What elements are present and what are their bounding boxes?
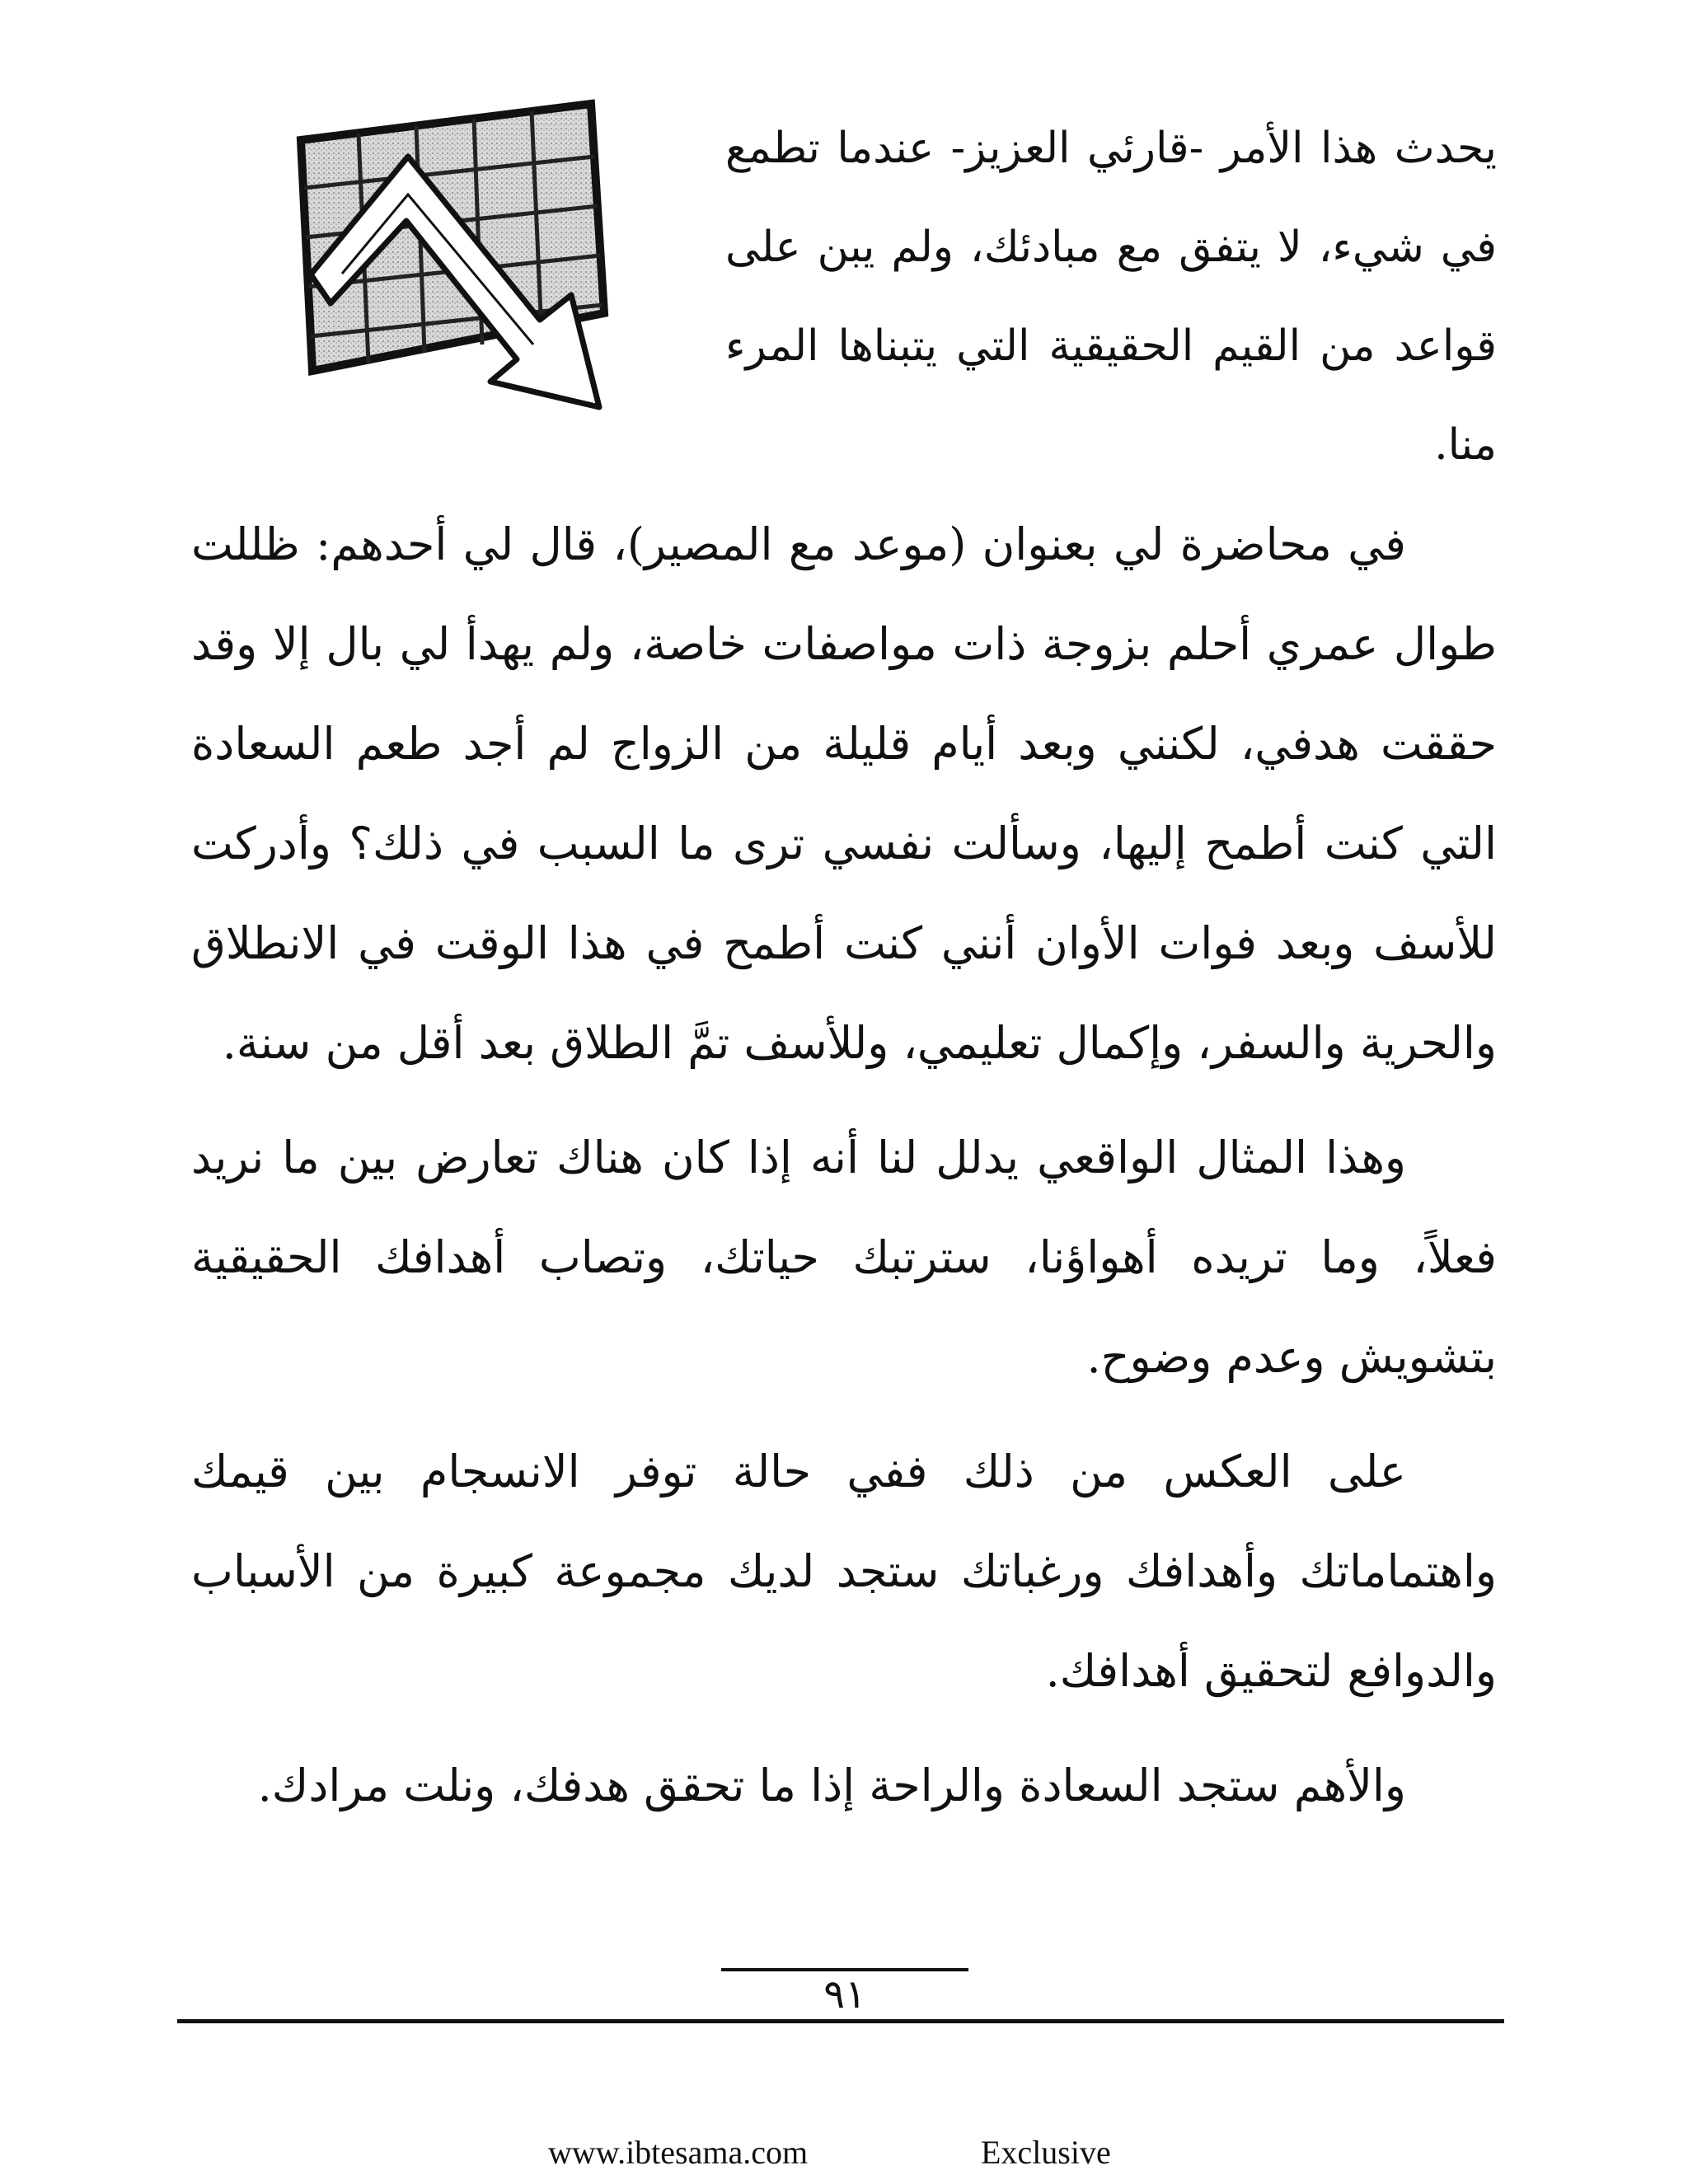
paragraph: على العكس من ذلك ففي حالة توفر الانسجام بين قيمك واهتماماتك وأهدافك ورغباتك ستجد لديك مجموعة كبيرة من الأسباب والدوافع لتحقيق أهدافك. — [191, 1446, 1497, 1697]
page-number-area — [0, 1953, 1688, 2036]
footer-divider — [177, 2019, 1504, 2023]
page-number: ٩١ — [823, 1971, 866, 2018]
intro-paragraph: يحدث هذا الأمر -قارئي العزيز- عندما تطمع في شيء، لا يتفق مع مبادئك، ولم يبن على قواعد من القيم الحقيقية التي يتبناها المرء منا. — [725, 124, 1497, 470]
body-text — [191, 494, 1497, 1850]
footer — [0, 2133, 1688, 2182]
paragraph: وهذا المثال الواقعي يدلل لنا أنه إذا كان هناك تعارض بين ما نريد فعلاً، وما تريده أهواؤنا، سترتبك حياتك، وتصاب أهدافك الحقيقية بتشويش وعدم وضوح. — [191, 1132, 1497, 1383]
paragraph: والأهم ستجد السعادة والراحة إذا ما تحقق هدفك، ونلت مرادك. — [257, 1760, 1406, 1811]
footer-tag: Exclusive — [981, 2134, 1111, 2171]
footer-url: www.ibtesama.com — [548, 2134, 809, 2171]
paragraph: في محاضرة لي بعنوان (موعد مع المصير)، قال لي أحدهم: ظللت طوال عمري أحلم بزوجة ذات مواصفات خاصة، ولم يهدأ لي بال إلا وقد حققت هدفي، لكنني وبعد أيام قليلة من الزواج لم أجد طعم السعادة التي كنت أطمح إليها، وسألت نفسي ترى ما السبب في ذلك؟ وأدركت للأسف وبعد فوات الأوان أنني كنت أطمح في هذا الوقت في الانطلاق والحرية والسفر، وإكمال تعليمي، وللأسف تمَّ الطلاق بعد أقل من سنة. — [191, 518, 1498, 1069]
declining-chart-arrow-icon — [293, 97, 655, 443]
